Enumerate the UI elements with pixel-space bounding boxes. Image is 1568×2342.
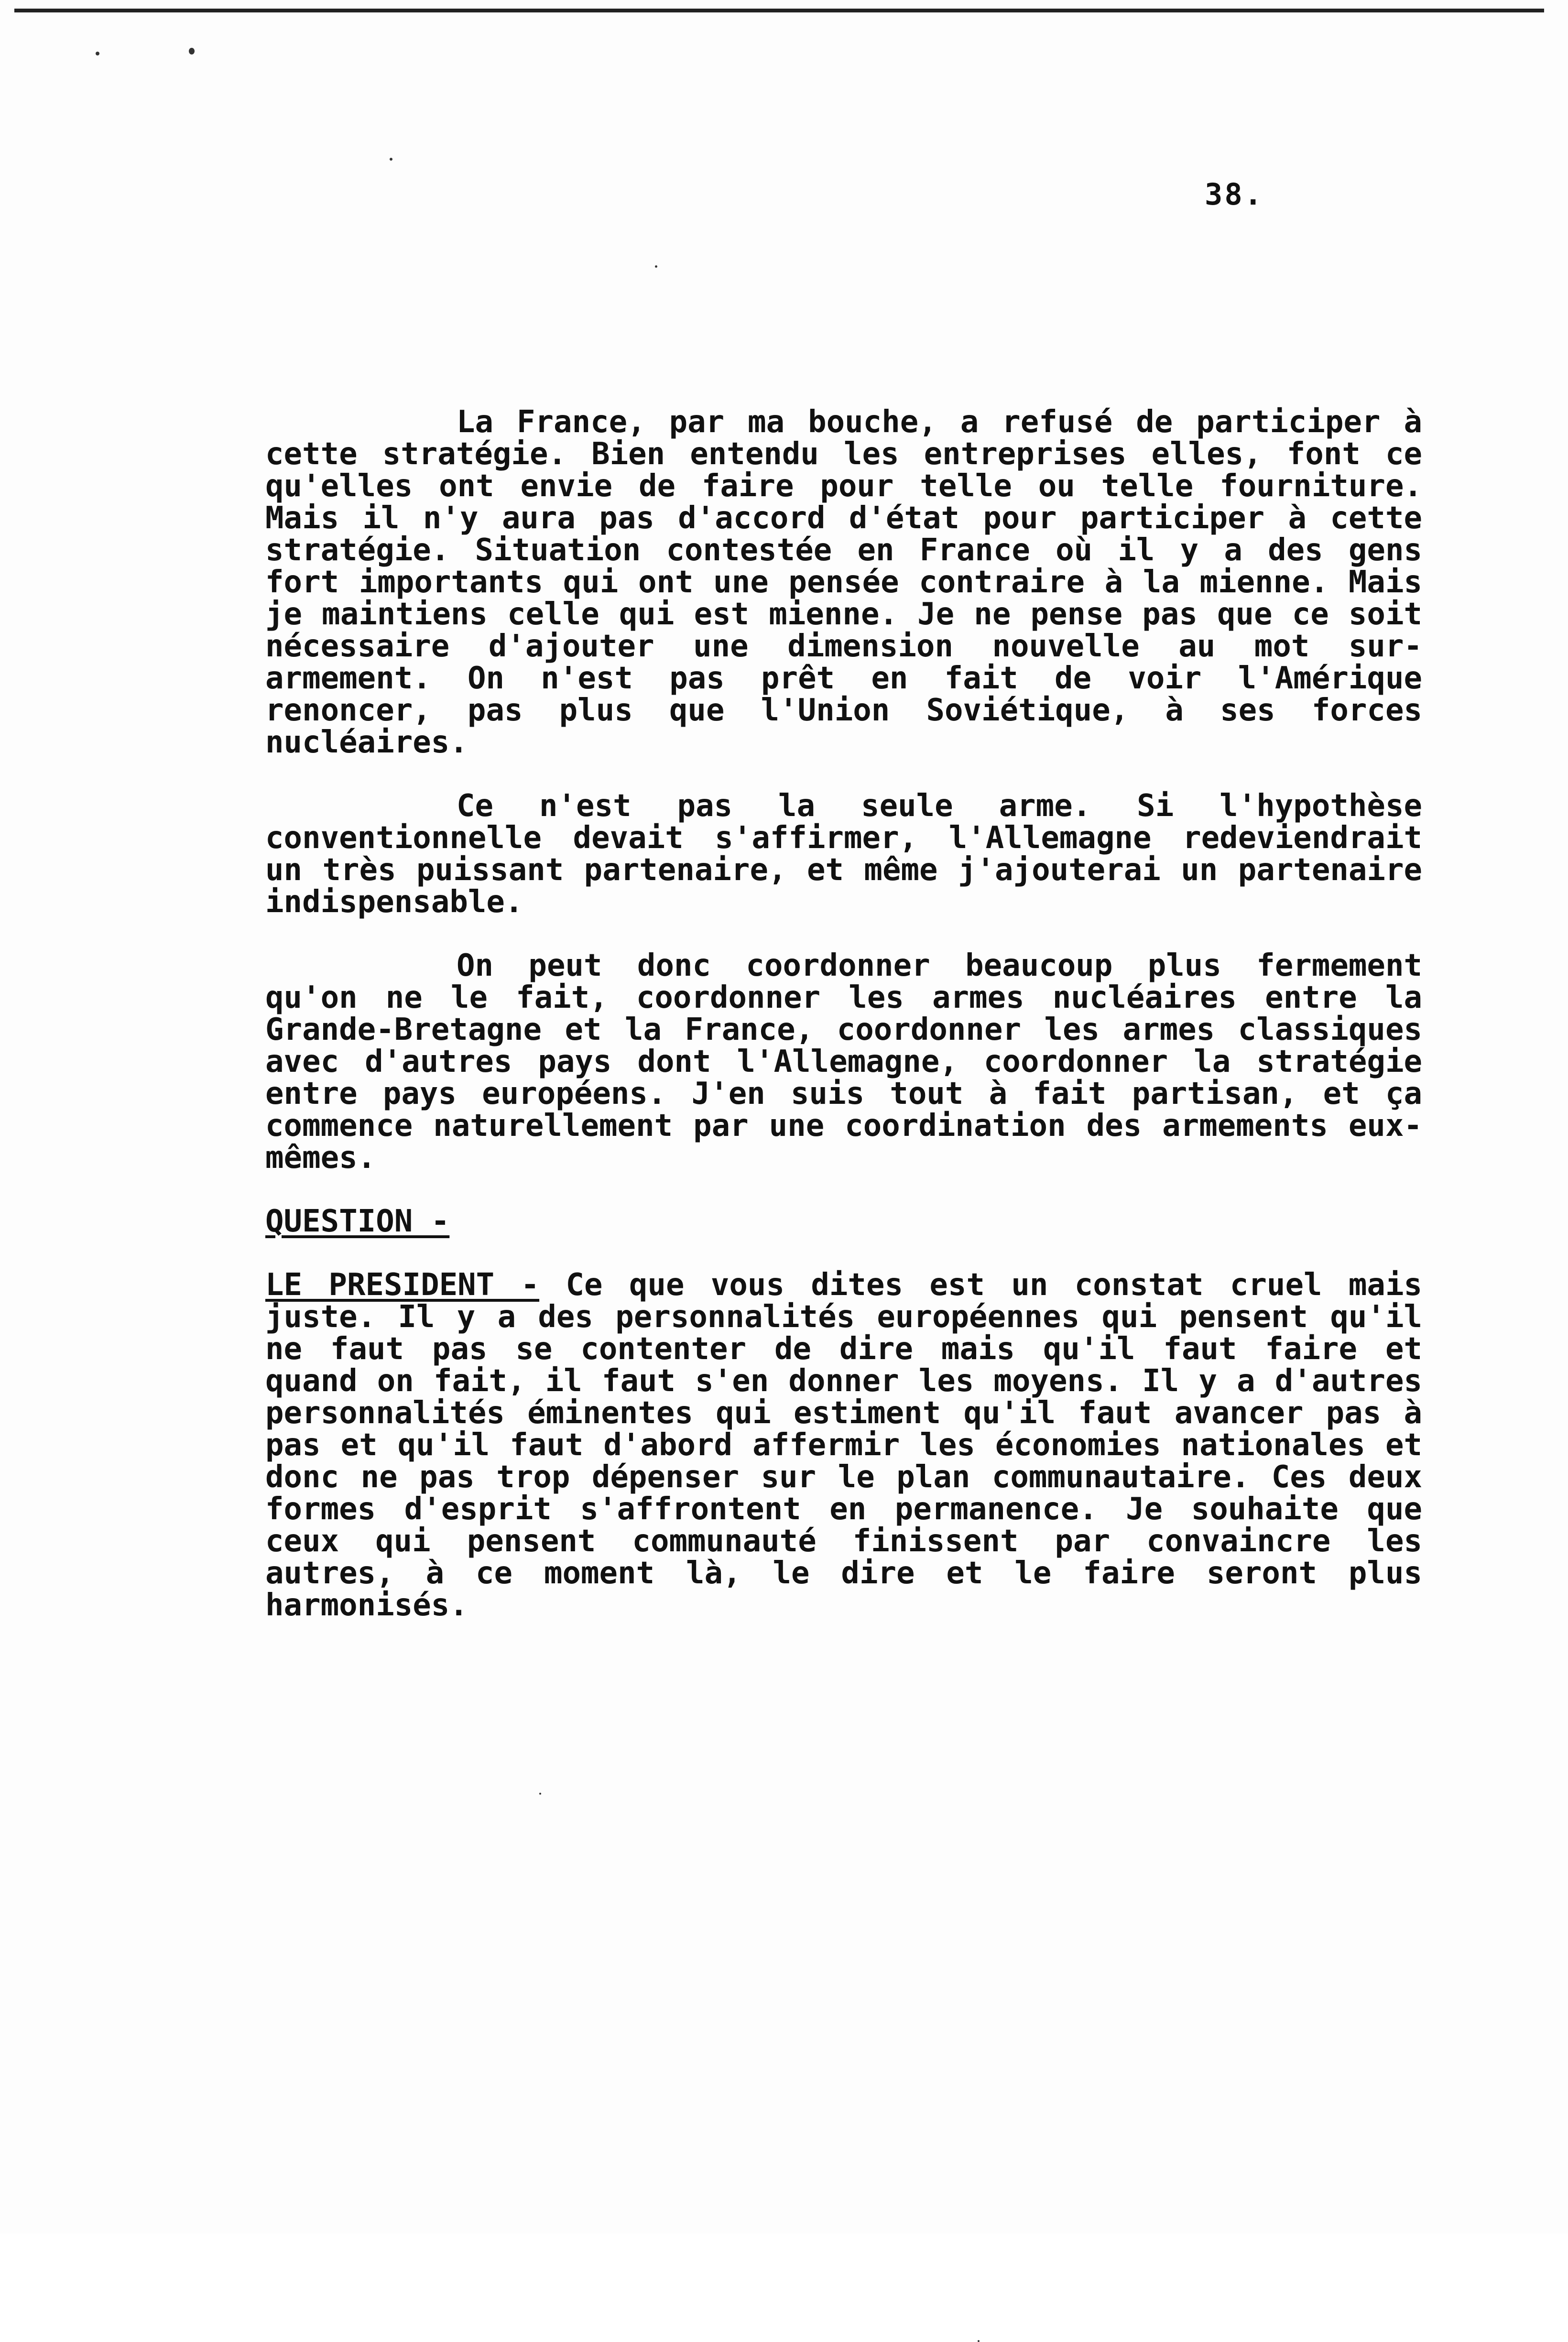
paragraph-3: On peut donc coordonner beaucoup plus fermement qu'on ne le fait, coordonner les armes nucléaires entre la Grande-Bretagne et la France, coordonner les armes classiques avec d'autres pays dont l'Allemagne, coordonner la stratégie entre pays européens. J'en suis tout à fait partisan, et ça commence naturellement par une coordination des armements eux-mêmes. bbox=[265, 948, 1422, 1176]
speaker-label: LE PRESIDENT - bbox=[265, 1267, 540, 1303]
scan-speck bbox=[539, 1793, 541, 1795]
president-answer bbox=[265, 1269, 1422, 1622]
page-number: 38. bbox=[1205, 177, 1264, 212]
scan-speck bbox=[390, 158, 392, 161]
scan-speck bbox=[96, 52, 99, 55]
scan-speck bbox=[189, 48, 195, 54]
scan-speck bbox=[978, 2340, 980, 2342]
scan-speck bbox=[655, 265, 657, 268]
question-heading: QUESTION - bbox=[265, 1204, 450, 1239]
document-body bbox=[265, 406, 1422, 1622]
paragraph-2: Ce n'est pas la seule arme. Si l'hypothèse conventionnelle devait s'affirmer, l'Allemagne redeviendrait un très puissant partenaire, et même j'ajouterai un partenaire indispensable. bbox=[265, 788, 1422, 920]
paragraph-1: La France, par ma bouche, a refusé de participer à cette stratégie. Bien entendu les entreprises elles, font ce qu'elles ont envie de faire pour telle ou telle fourniture. Mais il n'y aura pas d'accord d'état pour participer à cette stratégie. Situation contestée en France où il y a des gens fort importants qui ont une pensée contraire à la mienne. Mais je maintiens celle qui est mienne. Je ne pense pas que ce soit nécessaire d'ajouter une dimension nouvelle au mot sur-armement. On n'est pas prêt en fait de voir l'Amérique renoncer, pas plus que l'Union Soviétique, à ses forces nucléaires. bbox=[265, 404, 1422, 760]
top-border-line bbox=[14, 9, 1544, 12]
speaker-text: Ce que vous dites est un constat cruel mais juste. Il y a des personnalités européennes qui pensent qu'il ne faut pas se contenter de dire mais qu'il faut faire et quand on fait, il faut s'en donner les moyens. Il y a d'autres personnalités éminentes qui estiment qu'il faut avancer pas à pas et qu'il faut d'abord affermir les économies nationales et donc ne pas trop dépenser sur le plan communautaire. Ces deux formes d'esprit s'affrontent en permanence. Je souhaite que ceux qui pensent communauté finissent par convaincre les autres, à ce moment là, le dire et le faire seront plus harmonisés. bbox=[265, 1267, 1423, 1623]
